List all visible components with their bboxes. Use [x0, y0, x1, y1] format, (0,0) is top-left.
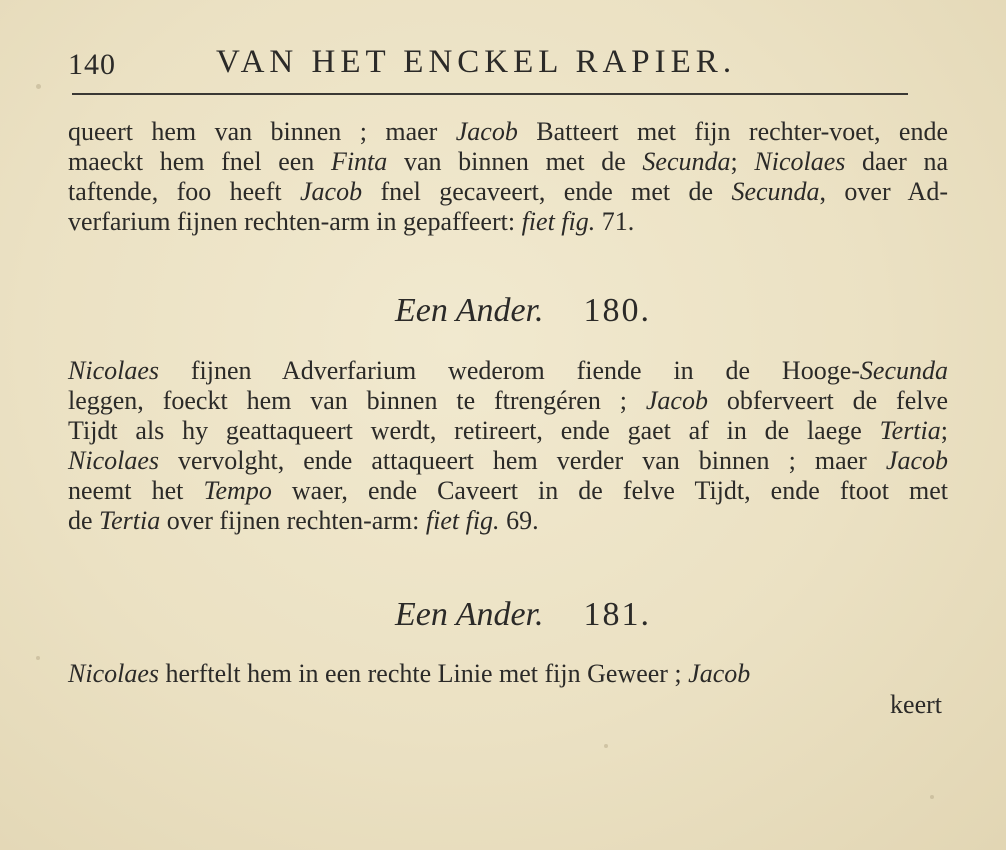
paper-speck	[930, 795, 934, 799]
text-run: daer na	[845, 147, 948, 176]
italic-term: Nicolaes	[754, 147, 846, 176]
text-run: leggen, foeckt hem van binnen te ftrengéren ;	[68, 386, 646, 415]
text-line	[68, 659, 948, 689]
italic-term: Jacob	[885, 446, 948, 475]
catchword: keert	[890, 690, 942, 719]
paper-speck	[36, 656, 40, 660]
italic-term: Jacob	[455, 117, 518, 146]
text-run: taftende, foo heeft	[68, 177, 300, 206]
text-run: maeckt hem fnel een	[68, 147, 331, 176]
page-header	[68, 40, 908, 88]
text-run: 69.	[499, 506, 539, 535]
text-run: verfarium fijnen rechten-arm in gepaffeert:	[68, 207, 522, 236]
paragraph	[68, 659, 948, 689]
italic-term: Tertia	[879, 416, 941, 445]
text-run: fijnen Adverfarium wederom fiende in de Hooge-	[159, 356, 860, 385]
italic-term: Nicolaes	[68, 659, 159, 688]
text-line	[68, 386, 948, 416]
text-run: 71.	[595, 207, 635, 236]
section-title: Een Ander.	[394, 292, 544, 329]
text-line	[68, 476, 948, 506]
italic-term: Jacob	[688, 659, 751, 688]
italic-term: Finta	[330, 147, 388, 176]
text-run: fnel gecaveert, ende met de	[362, 177, 732, 206]
text-run: queert hem van binnen ; maer	[68, 117, 456, 146]
section-title: Een Ander.	[394, 596, 544, 633]
text-run: Batteert met fijn rechter-voet, ende	[517, 117, 949, 146]
italic-term: Tempo	[203, 476, 272, 505]
italic-term: Jacob	[645, 386, 708, 415]
header-rule	[72, 93, 908, 95]
text-run: , over Ad-	[819, 177, 948, 206]
text-line	[68, 147, 948, 177]
paper-speck	[36, 84, 41, 89]
italic-term: Secunda	[859, 356, 948, 385]
section-number: 180.	[583, 292, 652, 329]
section-number: 181.	[583, 596, 652, 633]
section-heading	[0, 292, 1006, 330]
italic-term: Tertia	[99, 506, 161, 535]
paper-speck	[604, 744, 608, 748]
text-run: obferveert de felve	[707, 386, 948, 415]
text-run: van binnen met de	[387, 147, 643, 176]
italic-term: Nicolaes	[68, 446, 159, 475]
text-run: ;	[730, 147, 755, 176]
text-line	[68, 177, 948, 207]
italic-term: Jacob	[299, 177, 363, 206]
text-line	[68, 117, 948, 147]
text-line	[68, 356, 948, 386]
paragraph	[68, 117, 948, 237]
text-run: waer, ende Caveert in de felve Tijdt, ende ftoot met	[271, 476, 948, 505]
text-run: vervolght, ende attaqueert hem verder van binnen ; maer	[159, 446, 886, 475]
text-run: herftelt hem in een rechte Linie met fijn Geweer ;	[159, 659, 689, 688]
italic-term: Secunda	[642, 147, 731, 176]
text-line	[68, 506, 948, 536]
paragraph	[68, 356, 948, 536]
italic-term: fiet fig.	[425, 506, 500, 535]
text-line	[68, 207, 948, 237]
page-number: 140	[68, 48, 116, 81]
text-run: over fijnen rechten-arm:	[160, 506, 426, 535]
section-heading	[0, 596, 1006, 634]
text-run: Tijdt als hy geattaqueert werdt, retireert, ende gaet af in de laege	[68, 416, 880, 445]
text-run: de	[68, 506, 100, 535]
text-line	[68, 446, 948, 476]
text-run: ;	[940, 416, 948, 445]
text-line	[68, 416, 948, 446]
running-title: VAN HET ENCKEL RAPIER.	[216, 44, 737, 80]
text-run: neemt het	[68, 476, 204, 505]
italic-term: Secunda	[731, 177, 820, 206]
italic-term: Nicolaes	[68, 356, 159, 385]
italic-term: fiet fig.	[521, 207, 596, 236]
